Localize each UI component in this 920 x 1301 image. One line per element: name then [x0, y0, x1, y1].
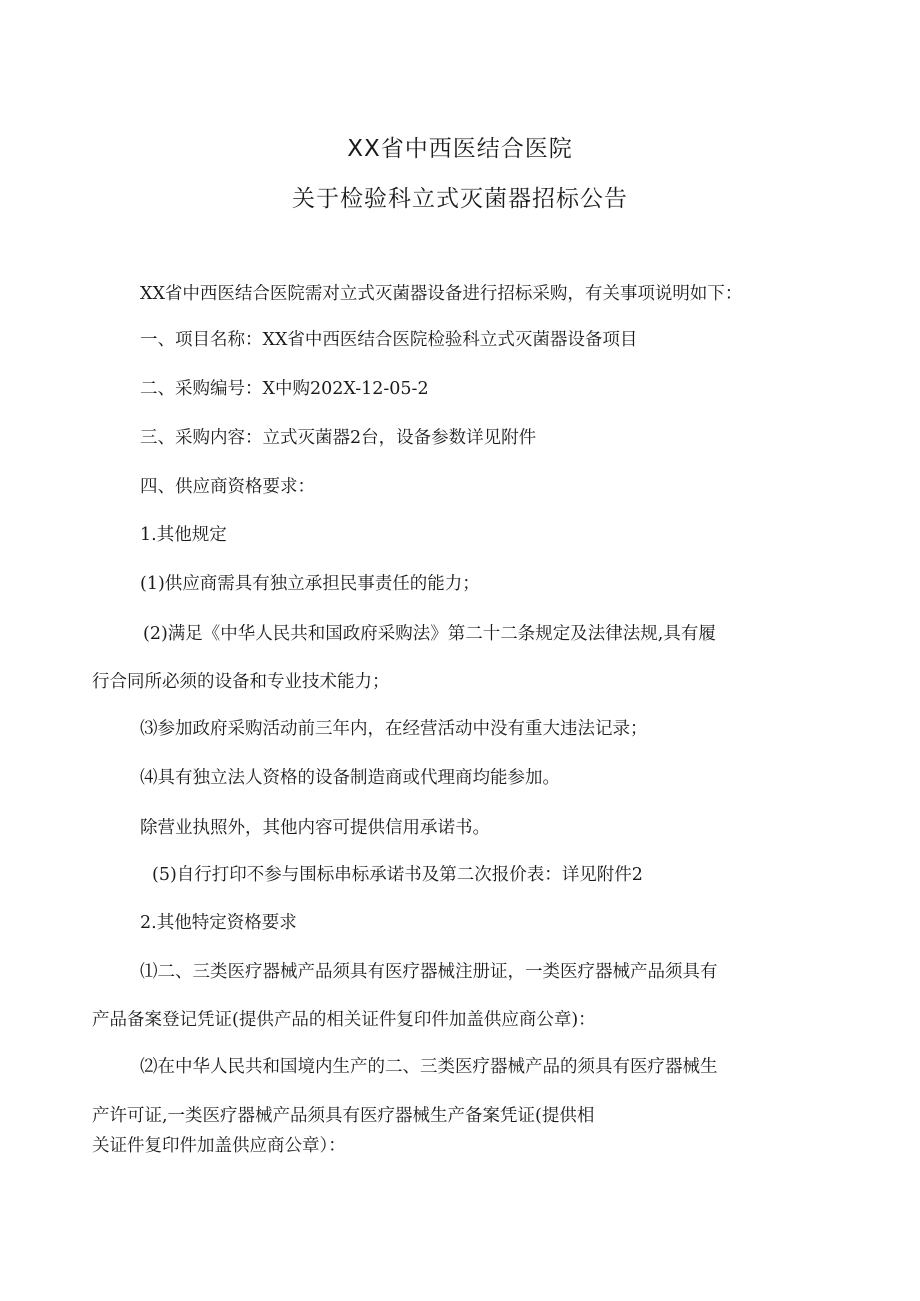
sub1-heading: 1.其他规定	[140, 525, 227, 545]
sub1-paragraph-2-line-1: (2)满足《中华人民共和国政府采购法》第二十二条规定及法律法规,具有履	[143, 624, 716, 644]
sub1-paragraph-1: (1)供应商需具有独立承担民事责任的能力；	[140, 574, 480, 594]
item-supplier-qualification: 四、供应商资格要求：	[140, 477, 315, 497]
item-procurement-content: 三、采购内容：立式灭菌器2台，设备参数详见附件	[140, 428, 537, 448]
sub1-note: 除营业执照外，其他内容可提供信用承诺书。	[140, 818, 490, 838]
sub1-paragraph-4: ⑷具有独立法人资格的设备制造商或代理商均能参加。	[140, 768, 560, 788]
sub1-paragraph-5: (5)自行打印不参与围标串标承诺书及第二次报价表：详见附件2	[152, 865, 643, 885]
title-announcement: 关于检验科立式灭菌器招标公告	[292, 186, 628, 212]
intro-paragraph: XX省中西医结合医院需对立式灭菌器设备进行招标采购，有关事项说明如下：	[140, 284, 743, 304]
sub2-paragraph-2-line-3: 关证件复印件加盖供应商公章）：	[92, 1136, 346, 1156]
sub2-paragraph-2-line-1: ⑵在中华人民共和国境内生产的二、三类医疗器械产品的须具有医疗器械生	[140, 1057, 718, 1077]
sub1-paragraph-2-line-2: 行合同所必须的设备和专业技术能力；	[92, 672, 390, 692]
sub2-heading: 2.其他特定资格要求	[140, 913, 297, 933]
sub1-paragraph-3: ⑶参加政府采购活动前三年内，在经营活动中没有重大违法记录；	[140, 719, 648, 739]
sub2-paragraph-1-line-1: ⑴二、三类医疗器械产品须具有医疗器械注册证，一类医疗器械产品须具有	[140, 962, 718, 982]
sub2-paragraph-2-line-2: 产许可证,一类医疗器械产品须具有医疗器械生产备案凭证(提供相	[92, 1106, 595, 1126]
item-procurement-number: 二、采购编号：X中购202X-12-05-2	[140, 379, 429, 399]
sub2-paragraph-1-line-2: 产品备案登记凭证(提供产品的相关证件复印件加盖供应商公章)：	[92, 1010, 596, 1030]
title-hospital-name: XX省中西医结合医院	[347, 136, 573, 162]
item-project-name: 一、项目名称：XX省中西医结合医院检验科立式灭菌器设备项目	[140, 330, 638, 350]
